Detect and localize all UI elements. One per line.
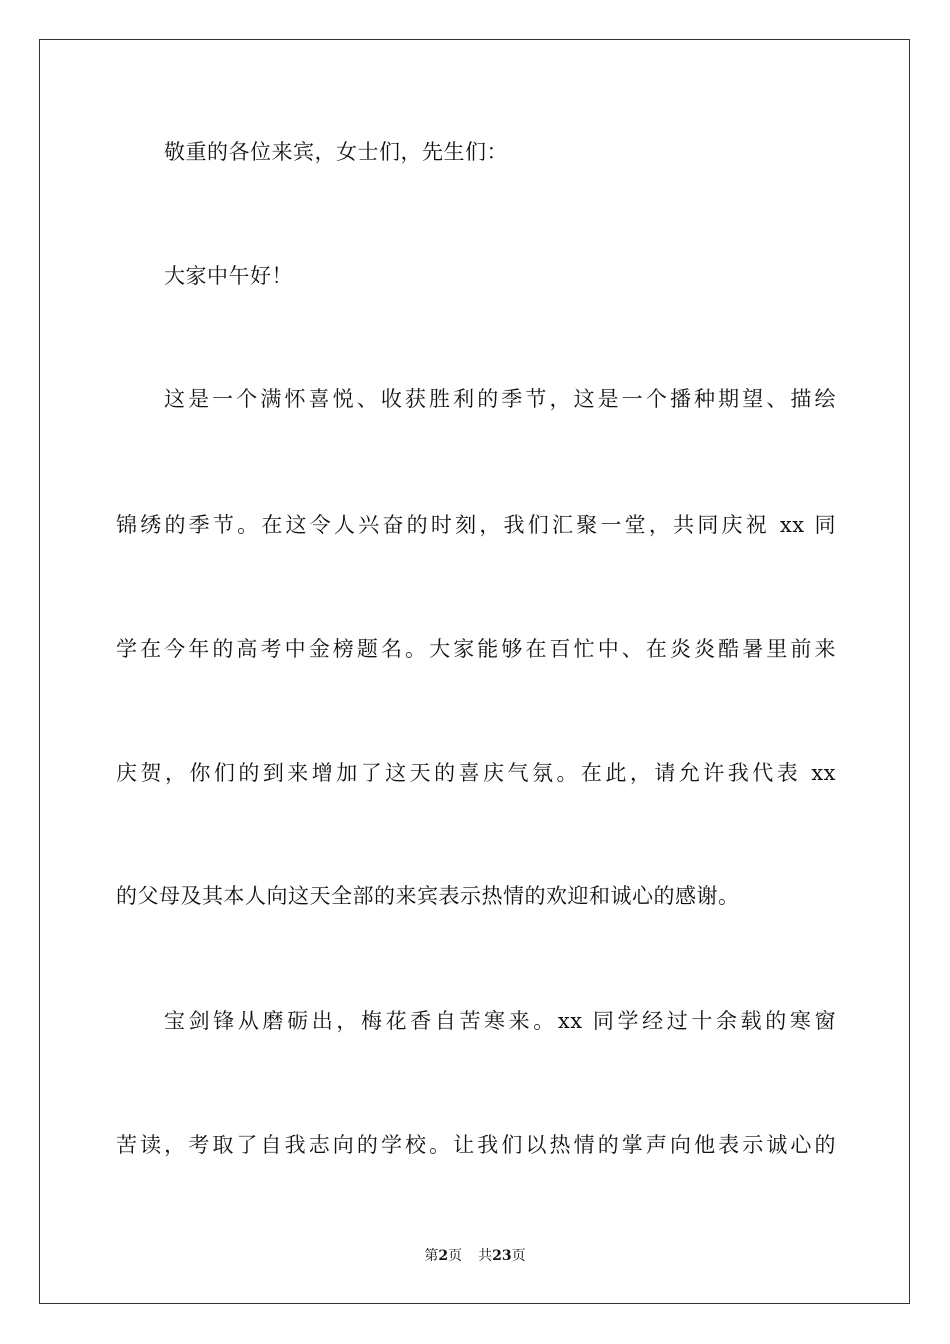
footer-page-number: 2: [438, 1248, 449, 1264]
footer-page-prefix: 第: [424, 1248, 439, 1264]
greeting-line: 大家中午好！: [164, 264, 293, 288]
footer-total-pages: 23: [492, 1248, 512, 1264]
paragraph-1-line-3: 学在今年的高考中金榜题名。大家能够在百忙中、在炎炎酷暑里前来: [116, 637, 836, 661]
paragraph-2-line-1: 宝剑锋从磨砺出，梅花香自苦寒来。xx 同学经过十余载的寒窗: [164, 1009, 836, 1033]
paragraph-1-line-2: 锦绣的季节。在这令人兴奋的时刻，我们汇聚一堂，共同庆祝 xx 同: [116, 513, 836, 537]
salutation-line: 敬重的各位来宾，女士们，先生们：: [164, 140, 508, 164]
footer-total-prefix: 共: [478, 1248, 493, 1264]
paragraph-1-line-5: 的父母及其本人向这天全部的来宾表示热情的欢迎和诚心的感谢。: [116, 884, 740, 908]
page-border: [39, 39, 910, 1304]
paragraph-1-line-4: 庆贺，你们的到来增加了这天的喜庆气氛。在此，请允许我代表 xx: [116, 761, 836, 785]
footer-total-suffix: 页: [511, 1248, 526, 1264]
footer-page-suffix: 页: [448, 1248, 463, 1264]
paragraph-2-line-2: 苦读，考取了自我志向的学校。让我们以热情的掌声向他表示诚心的: [116, 1133, 836, 1157]
page-footer: [0, 1247, 950, 1265]
paragraph-1-line-1: 这是一个满怀喜悦、收获胜利的季节，这是一个播种期望、描绘: [164, 387, 836, 411]
